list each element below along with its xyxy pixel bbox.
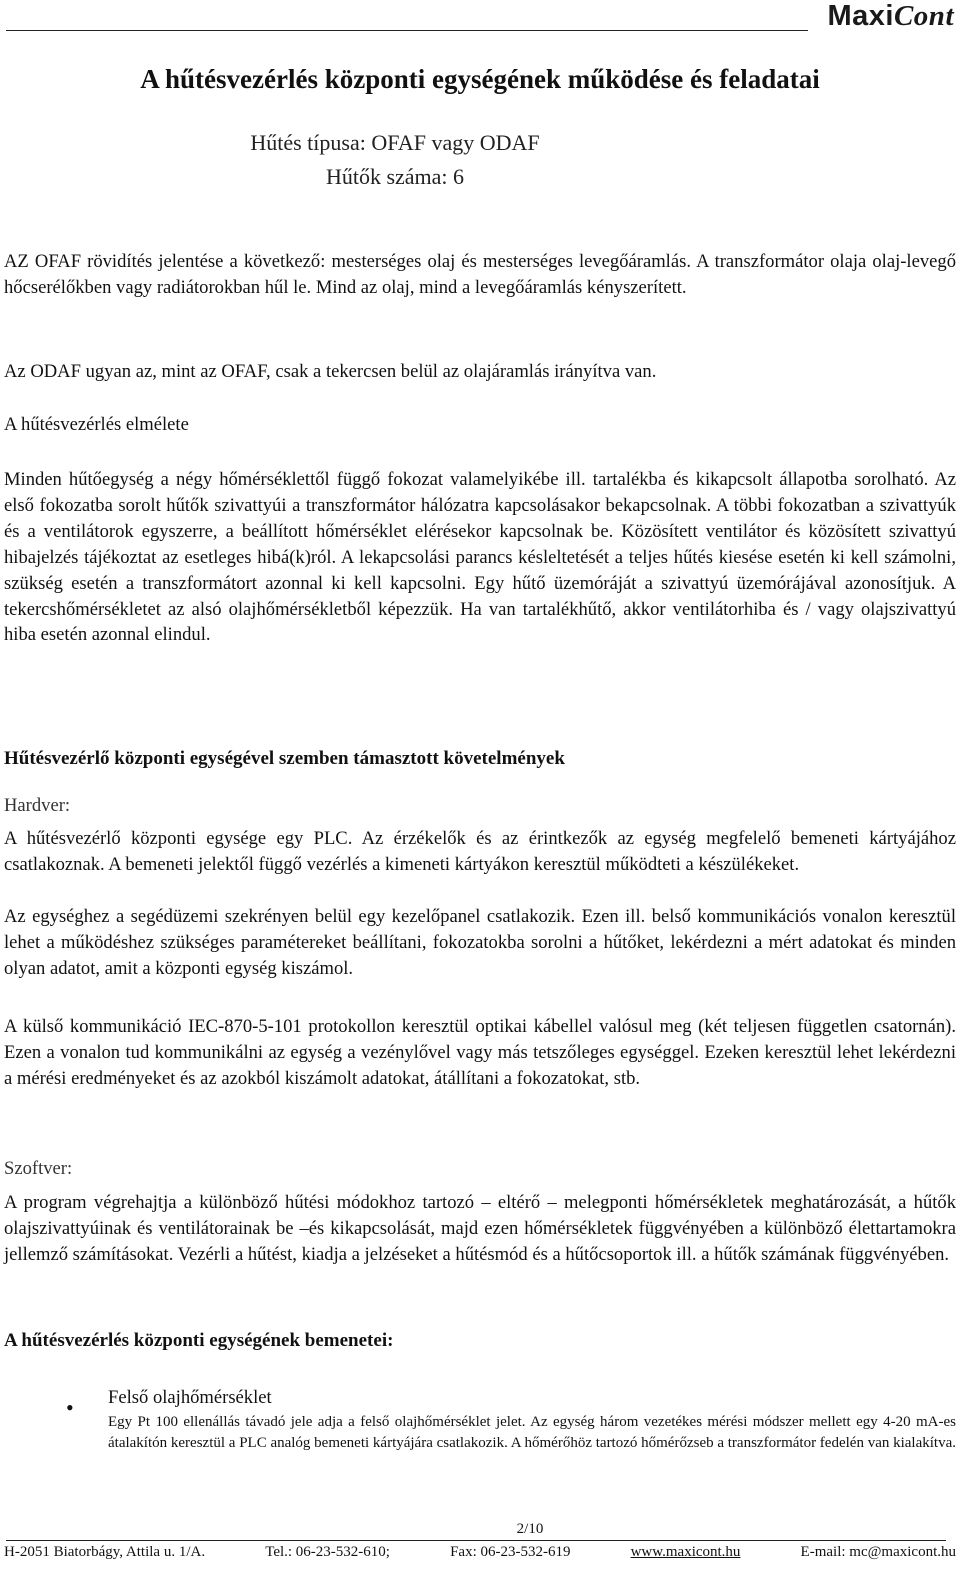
theory-heading: A hűtésvezérlés elmélete [4,414,189,435]
hardware-paragraph-1: A hűtésvezérlő központi egysége egy PLC. Az érzékelők és az érintkezők az egység megfelelő bemeneti kártyájához csatlakoznak. A bemeneti jelektől függő vezérlés a kimeneti kártyákon keresztül működteti a készülékeket. [4,828,956,875]
hardware-paragraph-3: A külső kommunikáció IEC-870-5-101 protokollon keresztül optikai kábellel valósul meg (két teljesen független csatornán). Ezen a vonalon tud kommunikálni az egység a vezénylővel vagy más tetszőleges egységgel. Ezeken keresztül lehet lekérdezni a mérési eredményeket és az azokból kiszámolt adatokat, átállítani a fokozatokat, stb. [4,1016,956,1089]
intro-paragraph-1: AZ OFAF rövidítés jelentése a következő: mesterséges olaj és mesterséges levegőáramlás. A transzformátor olaja olaj-levegő hőcserélőkben vagy radiátorokban hűl le. Mind az olaj, mind a levegőáramlás kényszerített. [4,251,956,298]
footer-phone: Tel.: 06-23-532-610; [265,1544,390,1560]
cooler-count: Hűtők száma: 6 [325,164,465,189]
requirements-heading: Hűtésvezérlő központi egységével szemben támasztott követelmények [4,748,565,769]
hardware-label: Hardver: [4,795,71,816]
logo-script: Cont [893,0,954,32]
input-item-title: Felső olajhőmérséklet [108,1387,272,1408]
footer-email[interactable]: E-mail: mc@maxicont.hu [800,1544,956,1560]
hardware-paragraph-2: Az egységhez a segédüzemi szekrényen belül egy kezelőpanel csatlakozik. Ezen ill. belső kommunikációs vonalon keresztül lehet a működéshez szükséges paramétereket beállítani, fokozatokba sorolni a hűtőket, lekérdezni a mért adatokat és minden olyan adatot, amit a központi egység kiszámol. [4,906,956,979]
intro-paragraph-2: Az ODAF ugyan az, mint az OFAF, csak a tekercsen belül az olajáramlás irányítva van. [4,361,657,382]
page-number: 2/10 [516,1521,544,1537]
footer-rule [6,1540,946,1541]
theory-paragraph: Minden hűtőegység a négy hőmérséklettől függő fokozat valamelyikébe ill. tartalékba és kikapcsolt állapotba sorolható. Az első fokozatba sorolt hűtők szivattyúi a transzformátor hálózatra kapcsolásakor bekapcsolnak. A többi fokozatban a szivattyúk és a ventilátorok egyszerre, a beállított hőmérséklet elérésekor kapcsolnak be. Közösített ventilátor és közösített szivattyú hibajelzés tájékoztat az esetleges hibá(k)ról. A lekapcsolási parancs késleltetését a teljes hűtés kiesése esetén ki kell számolni, szükség esetén a transzformátort azonnal ki kell kapcsolni. Egy hűtő üzemóráját a szivattyú üzemórájával azonosítjuk. A tekercshőmérsékletet az alsó olajhőmérsékletből képezzük. Ha van tartalékhűtő, akkor ventilátorhiba és / vagy olajszivattyú hiba esetén azonnal elindul. [4,469,956,646]
inputs-heading: A hűtésvezérlés központi egységének bemenetei: [4,1330,394,1351]
software-label: Szoftver: [4,1158,73,1179]
software-paragraph: A program végrehajtja a különböző hűtési módokhoz tartozó – eltérő – melegponti hőmérsékletek meghatározását, a hűtők olajszivattyúinak és ventilátorainak be –és kikapcsolását, majd ezen hőmérsékletek függvényében a különböző élettartamokra jellemző számításokat. Vezérli a hűtést, kiadja a jelzéseket a hűtésmód és a hűtőcsoportok ill. a hűtők számának függvényében. [4,1192,956,1265]
footer-website-link[interactable]: www.maxicont.hu [630,1544,741,1560]
page-footer [4,1544,956,1561]
company-logo [827,0,954,33]
footer-fax: Fax: 06-23-532-619 [450,1544,571,1560]
footer-address: H-2051 Biatorbágy, Attila u. 1/A. [4,1544,206,1560]
cooling-type: Hűtés típusa: OFAF vagy ODAF [250,130,540,155]
header-rule [6,30,808,31]
page-title: A hűtésvezérlés központi egységének működése és feladatai [140,64,820,94]
page-header [0,0,960,34]
bullet-icon: • [66,1395,74,1420]
logo-main: Maxi [827,0,894,32]
input-item-text: Egy Pt 100 ellenállás távadó jele adja a felső olajhőmérséklet jelet. Az egység három vezetékes mérési módszer mellett egy 4-20 mA-es átalakítón keresztül a PLC analóg bemeneti kártyájára csatlakozik. A hőmérőhöz tartozó hőmérőzseb a transzformátor fedelén van kialakítva. [108,1414,956,1451]
